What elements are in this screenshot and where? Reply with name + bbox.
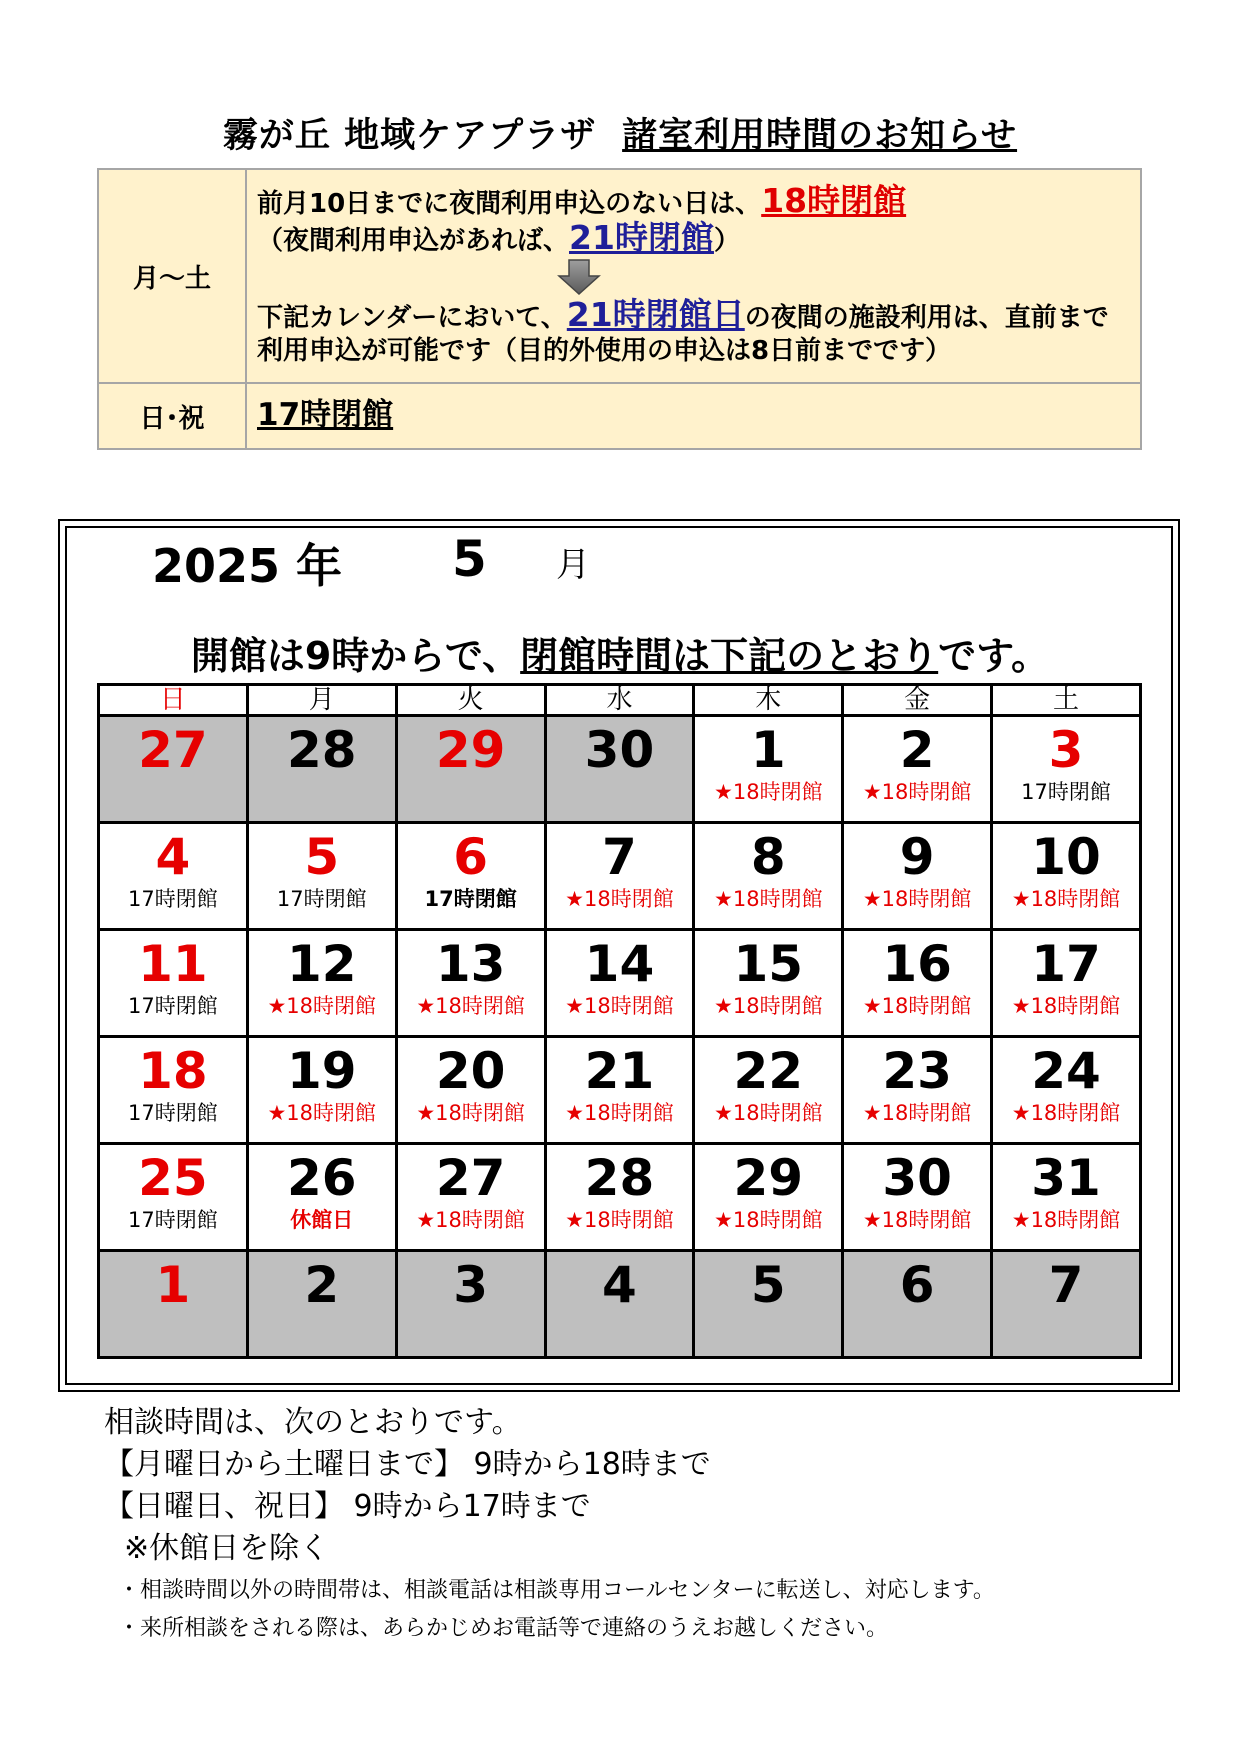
calendar-caption bbox=[0, 625, 1240, 680]
close-18-highlight: 18時閉館 bbox=[761, 181, 907, 220]
day-number: 17 bbox=[1031, 935, 1101, 993]
calendar-week-row bbox=[99, 930, 1141, 1037]
day-number: 24 bbox=[1031, 1042, 1101, 1100]
calendar-month: 5 bbox=[452, 530, 487, 588]
calendar-day-cell bbox=[992, 1251, 1141, 1358]
day-closing-note: ★18時閉館 bbox=[565, 887, 674, 911]
calendar-day-cell bbox=[992, 1144, 1141, 1251]
calendar-day-cell bbox=[99, 930, 248, 1037]
calendar-day-cell bbox=[843, 1251, 992, 1358]
consult-note-visit: ・来所相談をされる際は、あらかじめお電話等で連絡のうえお越しください。 bbox=[118, 1616, 889, 1641]
day-number: 4 bbox=[155, 828, 191, 886]
calendar-week-row bbox=[99, 823, 1141, 930]
day-number: 14 bbox=[584, 935, 655, 993]
down-arrow-icon bbox=[257, 258, 1130, 298]
day-number: 25 bbox=[138, 1149, 208, 1207]
weekday-header-2: 火 bbox=[396, 685, 545, 716]
page-title bbox=[0, 108, 1240, 158]
holiday-close-time: 17時閉館 bbox=[257, 396, 394, 433]
day-number: 3 bbox=[453, 1256, 488, 1314]
day-number: 8 bbox=[750, 828, 786, 886]
weekday-header-5: 金 bbox=[843, 685, 992, 716]
day-number: 13 bbox=[435, 935, 506, 993]
weekday-header-1: 月 bbox=[247, 685, 396, 716]
day-number: 23 bbox=[882, 1042, 952, 1100]
calendar-week-row bbox=[99, 1144, 1141, 1251]
day-closing-note: ★18時閉館 bbox=[416, 1101, 525, 1125]
holiday-description bbox=[246, 383, 1141, 449]
weekday-label: 月～土 bbox=[98, 169, 246, 383]
calendar-day-cell bbox=[247, 1251, 396, 1358]
day-number: 12 bbox=[286, 935, 357, 993]
calendar-day-cell bbox=[843, 930, 992, 1037]
day-number: 30 bbox=[584, 721, 655, 779]
notice-title: 諸室利用時間のお知らせ bbox=[622, 116, 1018, 156]
day-number: 5 bbox=[750, 1256, 786, 1314]
day-closing-note: ★18時閉館 bbox=[416, 1208, 525, 1232]
day-number: 22 bbox=[733, 1042, 804, 1100]
day-closing-note: ★18時閉館 bbox=[267, 994, 377, 1018]
calendar-week-row bbox=[99, 1037, 1141, 1144]
facility-name: 霧が丘 地域ケアプラザ bbox=[222, 116, 597, 156]
calendar-day-cell bbox=[545, 1037, 694, 1144]
day-closing-note: ★18時閉館 bbox=[1011, 994, 1121, 1018]
weekday-row bbox=[98, 169, 1141, 383]
day-number: 6 bbox=[899, 1256, 935, 1314]
calendar-day-cell bbox=[694, 930, 843, 1037]
day-number: 28 bbox=[286, 721, 357, 779]
close-21-day-highlight: 21時閉館日 bbox=[566, 295, 745, 334]
caption-underlined: 閉館時間は下記のとおり bbox=[520, 634, 939, 678]
calendar-day-cell bbox=[396, 930, 545, 1037]
calendar-day-cell bbox=[843, 716, 992, 823]
calendar-day-cell bbox=[545, 930, 694, 1037]
day-closing-note: 17時閉館 bbox=[424, 887, 517, 911]
calendar-day-cell bbox=[694, 1144, 843, 1251]
usage-hours-table bbox=[97, 168, 1142, 450]
day-closing-note: 休館日 bbox=[290, 1208, 354, 1232]
calendar-day-cell bbox=[396, 823, 545, 930]
day-closing-note: 17時閉館 bbox=[128, 1208, 218, 1232]
day-number: 3 bbox=[1048, 721, 1084, 779]
day-closing-note: ★18時閉館 bbox=[714, 994, 823, 1018]
day-number: 27 bbox=[435, 1149, 506, 1207]
day-closing-note: ★18時閉館 bbox=[416, 994, 525, 1018]
calendar-day-cell bbox=[694, 1251, 843, 1358]
calendar-day-cell bbox=[992, 1037, 1141, 1144]
year-value: 2025 bbox=[152, 539, 281, 593]
calendar-day-cell bbox=[992, 716, 1141, 823]
day-number: 7 bbox=[1048, 1256, 1084, 1314]
day-closing-note: ★18時閉館 bbox=[565, 994, 674, 1018]
info-line-3-end: の夜間の施設利用は、直前まで bbox=[744, 303, 1109, 333]
weekday-header-0: 日 bbox=[99, 685, 248, 716]
day-closing-note: 17時閉館 bbox=[128, 994, 218, 1018]
info-line-3-text: 下記カレンダーにおいて、 bbox=[257, 303, 567, 333]
weekday-header-4: 木 bbox=[694, 685, 843, 716]
day-number: 5 bbox=[304, 828, 340, 886]
calendar-day-cell bbox=[992, 930, 1141, 1037]
day-closing-note: 17時閉館 bbox=[128, 1101, 218, 1125]
day-closing-note: 17時閉館 bbox=[1021, 780, 1111, 804]
day-number: 6 bbox=[453, 828, 488, 886]
calendar-day-cell bbox=[396, 1144, 545, 1251]
day-number: 19 bbox=[286, 1042, 357, 1100]
consult-heading: 相談時間は、次のとおりです。 bbox=[104, 1405, 522, 1440]
calendar-day-cell bbox=[545, 823, 694, 930]
day-number: 16 bbox=[882, 935, 952, 993]
calendar-day-cell bbox=[396, 1037, 545, 1144]
day-closing-note: ★18時閉館 bbox=[267, 1101, 377, 1125]
day-closing-note: ★18時閉館 bbox=[714, 887, 823, 911]
caption-end: です。 bbox=[938, 634, 1050, 678]
day-number: 15 bbox=[733, 935, 804, 993]
info-line-2-text: （夜間利用申込があれば、 bbox=[257, 226, 570, 256]
day-closing-note: ★18時閉館 bbox=[565, 1208, 674, 1232]
day-closing-note: ★18時閉館 bbox=[1011, 1208, 1121, 1232]
calendar-week-row bbox=[99, 716, 1141, 823]
day-number: 10 bbox=[1031, 828, 1101, 886]
day-number: 4 bbox=[602, 1256, 637, 1314]
calendar-day-cell bbox=[843, 823, 992, 930]
consult-holiday-hours: 【日曜日、祝日】 9時から17時まで bbox=[104, 1489, 591, 1524]
caption-text: 開館は9時からで、 bbox=[190, 634, 521, 678]
calendar-week-row bbox=[99, 1251, 1141, 1358]
holiday-label: 日･祝 bbox=[98, 383, 246, 449]
calendar-day-cell bbox=[545, 1144, 694, 1251]
day-closing-note: ★18時閉館 bbox=[565, 1101, 674, 1125]
calendar-day-cell bbox=[843, 1144, 992, 1251]
info-line-2-end: ） bbox=[713, 226, 740, 256]
calendar-year bbox=[152, 530, 342, 596]
day-number: 1 bbox=[155, 1256, 191, 1314]
calendar-day-cell bbox=[247, 1037, 396, 1144]
calendar-day-cell bbox=[992, 823, 1141, 930]
holiday-row bbox=[98, 383, 1141, 449]
info-line-2 bbox=[257, 218, 1130, 258]
day-closing-note: ★18時閉館 bbox=[862, 887, 972, 911]
day-number: 27 bbox=[138, 721, 208, 779]
calendar-day-cell bbox=[694, 1037, 843, 1144]
info-line-3 bbox=[257, 295, 1130, 335]
day-number: 11 bbox=[138, 935, 208, 993]
day-closing-note: ★18時閉館 bbox=[862, 994, 972, 1018]
info-line-4: 利用申込が可能です（目的外使用の申込は8日前までです） bbox=[257, 336, 952, 366]
day-closing-note: ★18時閉館 bbox=[862, 1208, 972, 1232]
day-closing-note: ★18時閉館 bbox=[714, 780, 823, 804]
calendar-day-cell bbox=[545, 716, 694, 823]
calendar-day-cell bbox=[694, 716, 843, 823]
day-number: 29 bbox=[733, 1149, 804, 1207]
weekday-description bbox=[246, 169, 1141, 383]
day-number: 7 bbox=[602, 828, 637, 886]
calendar-day-cell bbox=[247, 823, 396, 930]
year-unit: 年 bbox=[296, 539, 343, 593]
calendar-day-cell bbox=[545, 1251, 694, 1358]
close-21-highlight: 21時閉館 bbox=[569, 218, 714, 257]
day-number: 20 bbox=[435, 1042, 506, 1100]
calendar-day-cell bbox=[99, 823, 248, 930]
calendar-day-cell bbox=[396, 716, 545, 823]
calendar-day-cell bbox=[396, 1251, 545, 1358]
month-unit: 月 bbox=[556, 545, 590, 585]
day-closing-note: ★18時閉館 bbox=[862, 1101, 972, 1125]
day-closing-note: ★18時閉館 bbox=[714, 1101, 823, 1125]
day-closing-note: ★18時閉館 bbox=[1011, 1101, 1121, 1125]
day-number: 21 bbox=[584, 1042, 655, 1100]
day-number: 18 bbox=[138, 1042, 208, 1100]
day-closing-note: 17時閉館 bbox=[128, 887, 218, 911]
calendar-day-cell bbox=[247, 930, 396, 1037]
calendar-day-cell bbox=[99, 1037, 248, 1144]
day-closing-note: ★18時閉館 bbox=[1011, 887, 1121, 911]
day-number: 1 bbox=[750, 721, 786, 779]
info-line-1 bbox=[257, 181, 1130, 221]
calendar-day-cell bbox=[99, 716, 248, 823]
day-number: 2 bbox=[304, 1256, 340, 1314]
day-number: 30 bbox=[882, 1149, 952, 1207]
day-number: 31 bbox=[1031, 1149, 1101, 1207]
day-number: 9 bbox=[899, 828, 935, 886]
weekday-header-3: 水 bbox=[545, 685, 694, 716]
calendar-day-cell bbox=[99, 1251, 248, 1358]
day-closing-note: ★18時閉館 bbox=[862, 780, 972, 804]
calendar-day-cell bbox=[843, 1037, 992, 1144]
consult-weekday-hours: 【月曜日から土曜日まで】 9時から18時まで bbox=[104, 1447, 711, 1482]
calendar-day-cell bbox=[247, 1144, 396, 1251]
calendar-day-cell bbox=[99, 1144, 248, 1251]
consult-exclusion: ※休館日を除く bbox=[124, 1531, 330, 1566]
weekday-header-row bbox=[99, 685, 1141, 716]
day-number: 26 bbox=[286, 1149, 357, 1207]
day-closing-note: ★18時閉館 bbox=[714, 1208, 823, 1232]
info-line-1-text: 前月10日までに夜間利用申込のない日は、 bbox=[257, 189, 762, 219]
calendar-grid bbox=[97, 683, 1142, 1359]
day-number: 28 bbox=[584, 1149, 655, 1207]
weekday-header-6: 土 bbox=[992, 685, 1141, 716]
day-number: 29 bbox=[435, 721, 506, 779]
day-number: 2 bbox=[899, 721, 935, 779]
calendar-day-cell bbox=[694, 823, 843, 930]
calendar-day-cell bbox=[247, 716, 396, 823]
consult-note-callcenter: ・相談時間以外の時間帯は、相談電話は相談専用コールセンターに転送し、対応します。 bbox=[118, 1578, 995, 1603]
day-closing-note: 17時閉館 bbox=[276, 887, 367, 911]
